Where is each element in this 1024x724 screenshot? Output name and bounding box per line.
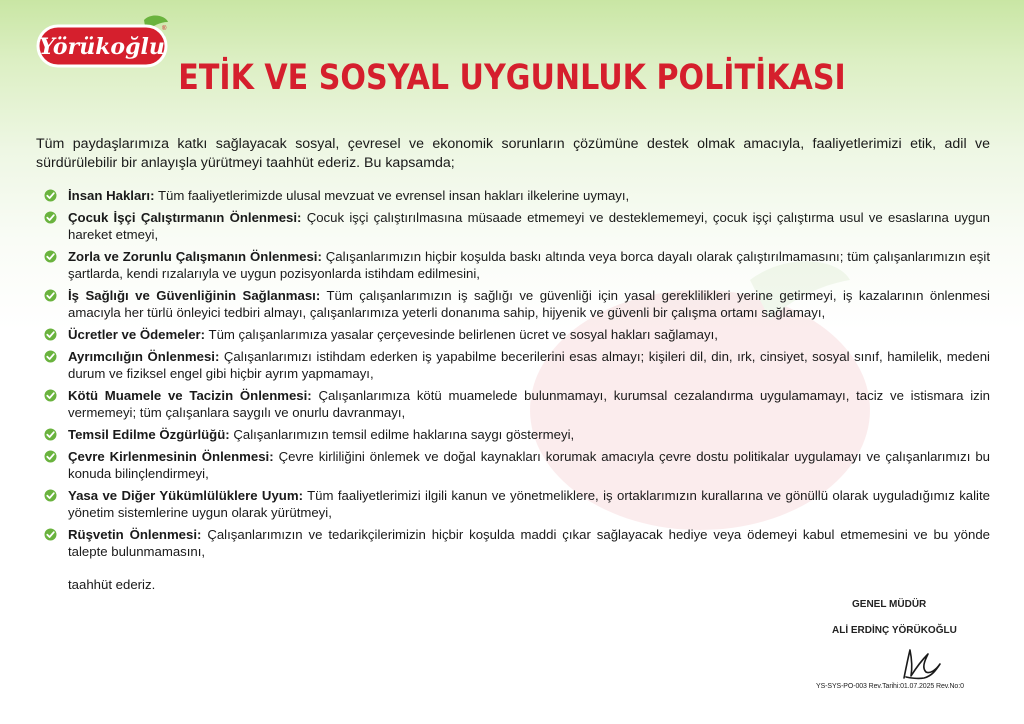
check-circle-icon bbox=[44, 328, 57, 341]
signatory-role: GENEL MÜDÜR bbox=[852, 599, 927, 610]
item-heading: Temsil Edilme Özgürlüğü: bbox=[68, 427, 230, 442]
signatory-name: ALİ ERDİNÇ YÖRÜKOĞLU bbox=[832, 625, 957, 636]
item-heading: Ücretler ve Ödemeler: bbox=[68, 327, 206, 342]
list-item bbox=[44, 348, 990, 382]
item-text: Çalışanlarımızı istihdam ederken iş yapabilme becerilerini esas almayı; kişileri dil, din, ırk, cinsiyet, sosyal sınıf, hamilelik, medeni durum ve fiziksel engel gibi hiçbir ayrım yapmamayı, bbox=[68, 349, 990, 381]
list-item bbox=[44, 387, 990, 421]
check-circle-icon bbox=[44, 250, 57, 263]
check-circle-icon bbox=[44, 289, 57, 302]
item-heading: İnsan Hakları: bbox=[68, 188, 155, 203]
list-item bbox=[44, 326, 990, 343]
item-heading: Çocuk İşçi Çalıştırmanın Önlenmesi: bbox=[68, 210, 302, 225]
document-reference: YS-SYS-PO-003 Rev.Tarihi:01.07.2025 Rev.No:0 bbox=[816, 683, 964, 690]
check-circle-icon bbox=[44, 211, 57, 224]
list-item bbox=[44, 426, 990, 443]
list-item bbox=[44, 187, 990, 204]
list-item bbox=[44, 209, 990, 243]
svg-text:®: ® bbox=[162, 26, 167, 32]
list-item bbox=[44, 287, 990, 321]
list-item bbox=[44, 448, 990, 482]
check-circle-icon bbox=[44, 189, 57, 202]
check-circle-icon bbox=[44, 389, 57, 402]
item-text: Tüm faaliyetlerimizi ilgili kanun ve yönetmeliklere, iş ortaklarımızın kurallarına ve gönüllü olarak uyguladığımız kalite yönetim sistemlerine uygun olarak yürütmeyi, bbox=[68, 488, 990, 520]
item-text: Çalışanlarımıza kötü muamelede bulunmamayı, kurumsal cezalandırma uygulamamayı, taciz ve istismara izin vermemeyi; tüm çalışanlara saygılı ve onurlu davranmayı, bbox=[68, 388, 990, 420]
check-circle-icon bbox=[44, 489, 57, 502]
list-item bbox=[44, 487, 990, 521]
brand-logo-text: Yörükoğlu bbox=[39, 34, 165, 60]
intro-paragraph: Tüm paydaşlarımıza katkı sağlayacak sosyal, çevresel ve ekonomik sorunların çözümüne destek olmak amacıyla, faaliyetlerimizi etik, adil ve sürdürülebilir bir anlayışla yürütmeyi taahhüt ederiz. Bu kapsamda; bbox=[36, 136, 990, 171]
check-circle-icon bbox=[44, 450, 57, 463]
item-heading: Rüşvetin Önlenmesi: bbox=[68, 527, 202, 542]
signature-mark bbox=[898, 644, 944, 682]
item-heading: İş Sağlığı ve Güvenliğinin Sağlanması: bbox=[68, 288, 321, 303]
policy-list bbox=[44, 187, 990, 565]
item-text: Çocuk işçi çalıştırılmasına müsaade etmemeyi ve desteklememeyi, çocuk işçi çalıştırma usul ve esaslarına uygun hareket etmeyi, bbox=[68, 210, 990, 242]
item-heading: Zorla ve Zorunlu Çalışmanın Önlenmesi: bbox=[68, 249, 322, 264]
item-text: Tüm çalışanlarımızın iş sağlığı ve güvenliği için yasal gereklilikleri yerine getirmeyi, iş kazalarının önlenmesi amacıyla her türlü önleyici tedbiri almayı, çalışanlarımıza yeterli donanıma sahip, hijyenik ve güvenli bir çalışma ortamı sağlamayı, bbox=[68, 288, 990, 320]
item-heading: Çevre Kirlenmesinin Önlenmesi: bbox=[68, 449, 274, 464]
page-title: ETİK VE SOSYAL UYGUNLUK POLİTİKASI bbox=[178, 58, 846, 98]
list-item bbox=[44, 526, 990, 560]
list-item bbox=[44, 248, 990, 282]
item-heading: Kötü Muamele ve Tacizin Önlenmesi: bbox=[68, 388, 312, 403]
item-heading: Ayrımcılığın Önlenmesi: bbox=[68, 349, 220, 364]
check-circle-icon bbox=[44, 428, 57, 441]
item-text: Çalışanlarımızın ve tedarikçilerimizin hiçbir koşulda maddi çıkar sağlayacak hediye veya ödemeyi kabul etmemesini ve bu yönde talepte bulunmamasını, bbox=[68, 527, 990, 559]
item-text: Çalışanlarımızın hiçbir koşulda baskı altında veya borca dayalı olarak çalıştırılmamasını; tüm çalışanlarımızın eşit şartlarda, kendi rızalarıyla ve uygun pozisyonlarda istihdam edilmesini, bbox=[68, 249, 990, 281]
item-text: Çalışanlarımızın temsil edilme haklarına saygı göstermeyi, bbox=[233, 427, 575, 442]
item-heading: Yasa ve Diğer Yükümlülüklere Uyum: bbox=[68, 488, 303, 503]
item-text: Çevre kirliliğini önlemek ve doğal kaynakları korumak amacıyla çevre dostu politikalar uygulamayı ve çalışanlarımızı bu konuda bilinçlendirmeyi, bbox=[68, 449, 991, 481]
item-text: Tüm çalışanlarımıza yasalar çerçevesinde belirlenen ücret ve sosyal hakları sağlamayı, bbox=[208, 327, 718, 342]
closing-statement: taahhüt ederiz. bbox=[68, 577, 156, 592]
check-circle-icon bbox=[44, 528, 57, 541]
check-circle-icon bbox=[44, 350, 57, 363]
item-text: Tüm faaliyetlerimizde ulusal mevzuat ve evrensel insan hakları ilkelerine uymayı, bbox=[157, 188, 630, 203]
